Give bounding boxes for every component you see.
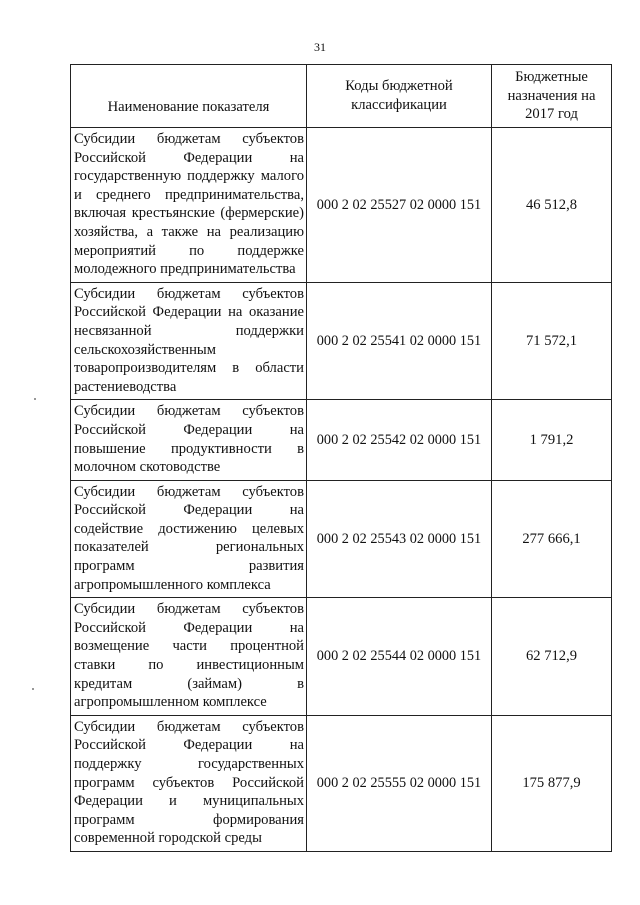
budget-code: 000 2 02 25555 02 0000 151 bbox=[307, 715, 492, 851]
indicator-name: Субсидии бюджетам субъектов Российской Федерации на возмещение части процентной ставки по инвестиционным кредитам (займам) в агропромышленном комплексе bbox=[71, 598, 307, 716]
budget-code: 000 2 02 25542 02 0000 151 bbox=[307, 400, 492, 480]
indicator-name: Субсидии бюджетам субъектов Российской Федерации на оказание несвязанной поддержки сельскохозяйственным товаропроизводителям в области растениеводства bbox=[71, 282, 307, 400]
budget-amount: 175 877,9 bbox=[492, 715, 612, 851]
budget-amount: 62 712,9 bbox=[492, 598, 612, 716]
budget-code: 000 2 02 25543 02 0000 151 bbox=[307, 480, 492, 598]
table-row bbox=[71, 400, 612, 480]
table-row bbox=[71, 715, 612, 851]
indicator-name: Субсидии бюджетам субъектов Российской Федерации на повышение продуктивности в молочном скотоводстве bbox=[71, 400, 307, 480]
budget-code: 000 2 02 25527 02 0000 151 bbox=[307, 128, 492, 283]
budget-amount: 71 572,1 bbox=[492, 282, 612, 400]
budget-code: 000 2 02 25541 02 0000 151 bbox=[307, 282, 492, 400]
table-header-row bbox=[71, 65, 612, 128]
budget-code: 000 2 02 25544 02 0000 151 bbox=[307, 598, 492, 716]
budget-amount: 277 666,1 bbox=[492, 480, 612, 598]
budget-table-container bbox=[70, 64, 611, 852]
scan-speck bbox=[34, 398, 36, 400]
header-budget-amount: Бюджетные назначения на 2017 год bbox=[492, 65, 612, 128]
scan-speck bbox=[32, 688, 34, 690]
header-budget-code: Коды бюджетной классификации bbox=[307, 65, 492, 128]
indicator-name: Субсидии бюджетам субъектов Российской Федерации на содействие достижению целевых показателей региональных программ развития агропромышленного комплекса bbox=[71, 480, 307, 598]
header-indicator-name: Наименование показателя bbox=[71, 65, 307, 128]
table-row bbox=[71, 128, 612, 283]
budget-amount: 1 791,2 bbox=[492, 400, 612, 480]
page-number: 31 bbox=[314, 40, 326, 54]
budget-table bbox=[70, 64, 612, 852]
table-row bbox=[71, 282, 612, 400]
indicator-name: Субсидии бюджетам субъектов Российской Федерации на поддержку государственных программ субъектов Российской Федерации и муниципальных программ формирования современной городской среды bbox=[71, 715, 307, 851]
table-row bbox=[71, 480, 612, 598]
budget-amount: 46 512,8 bbox=[492, 128, 612, 283]
table-row bbox=[71, 598, 612, 716]
indicator-name: Субсидии бюджетам субъектов Российской Федерации на государственную поддержку малого и среднего предпринимательства, включая крестьянские (фермерские) хозяйства, а также на реализацию мероприятий по поддержке молодежного предпринимательства bbox=[71, 128, 307, 283]
